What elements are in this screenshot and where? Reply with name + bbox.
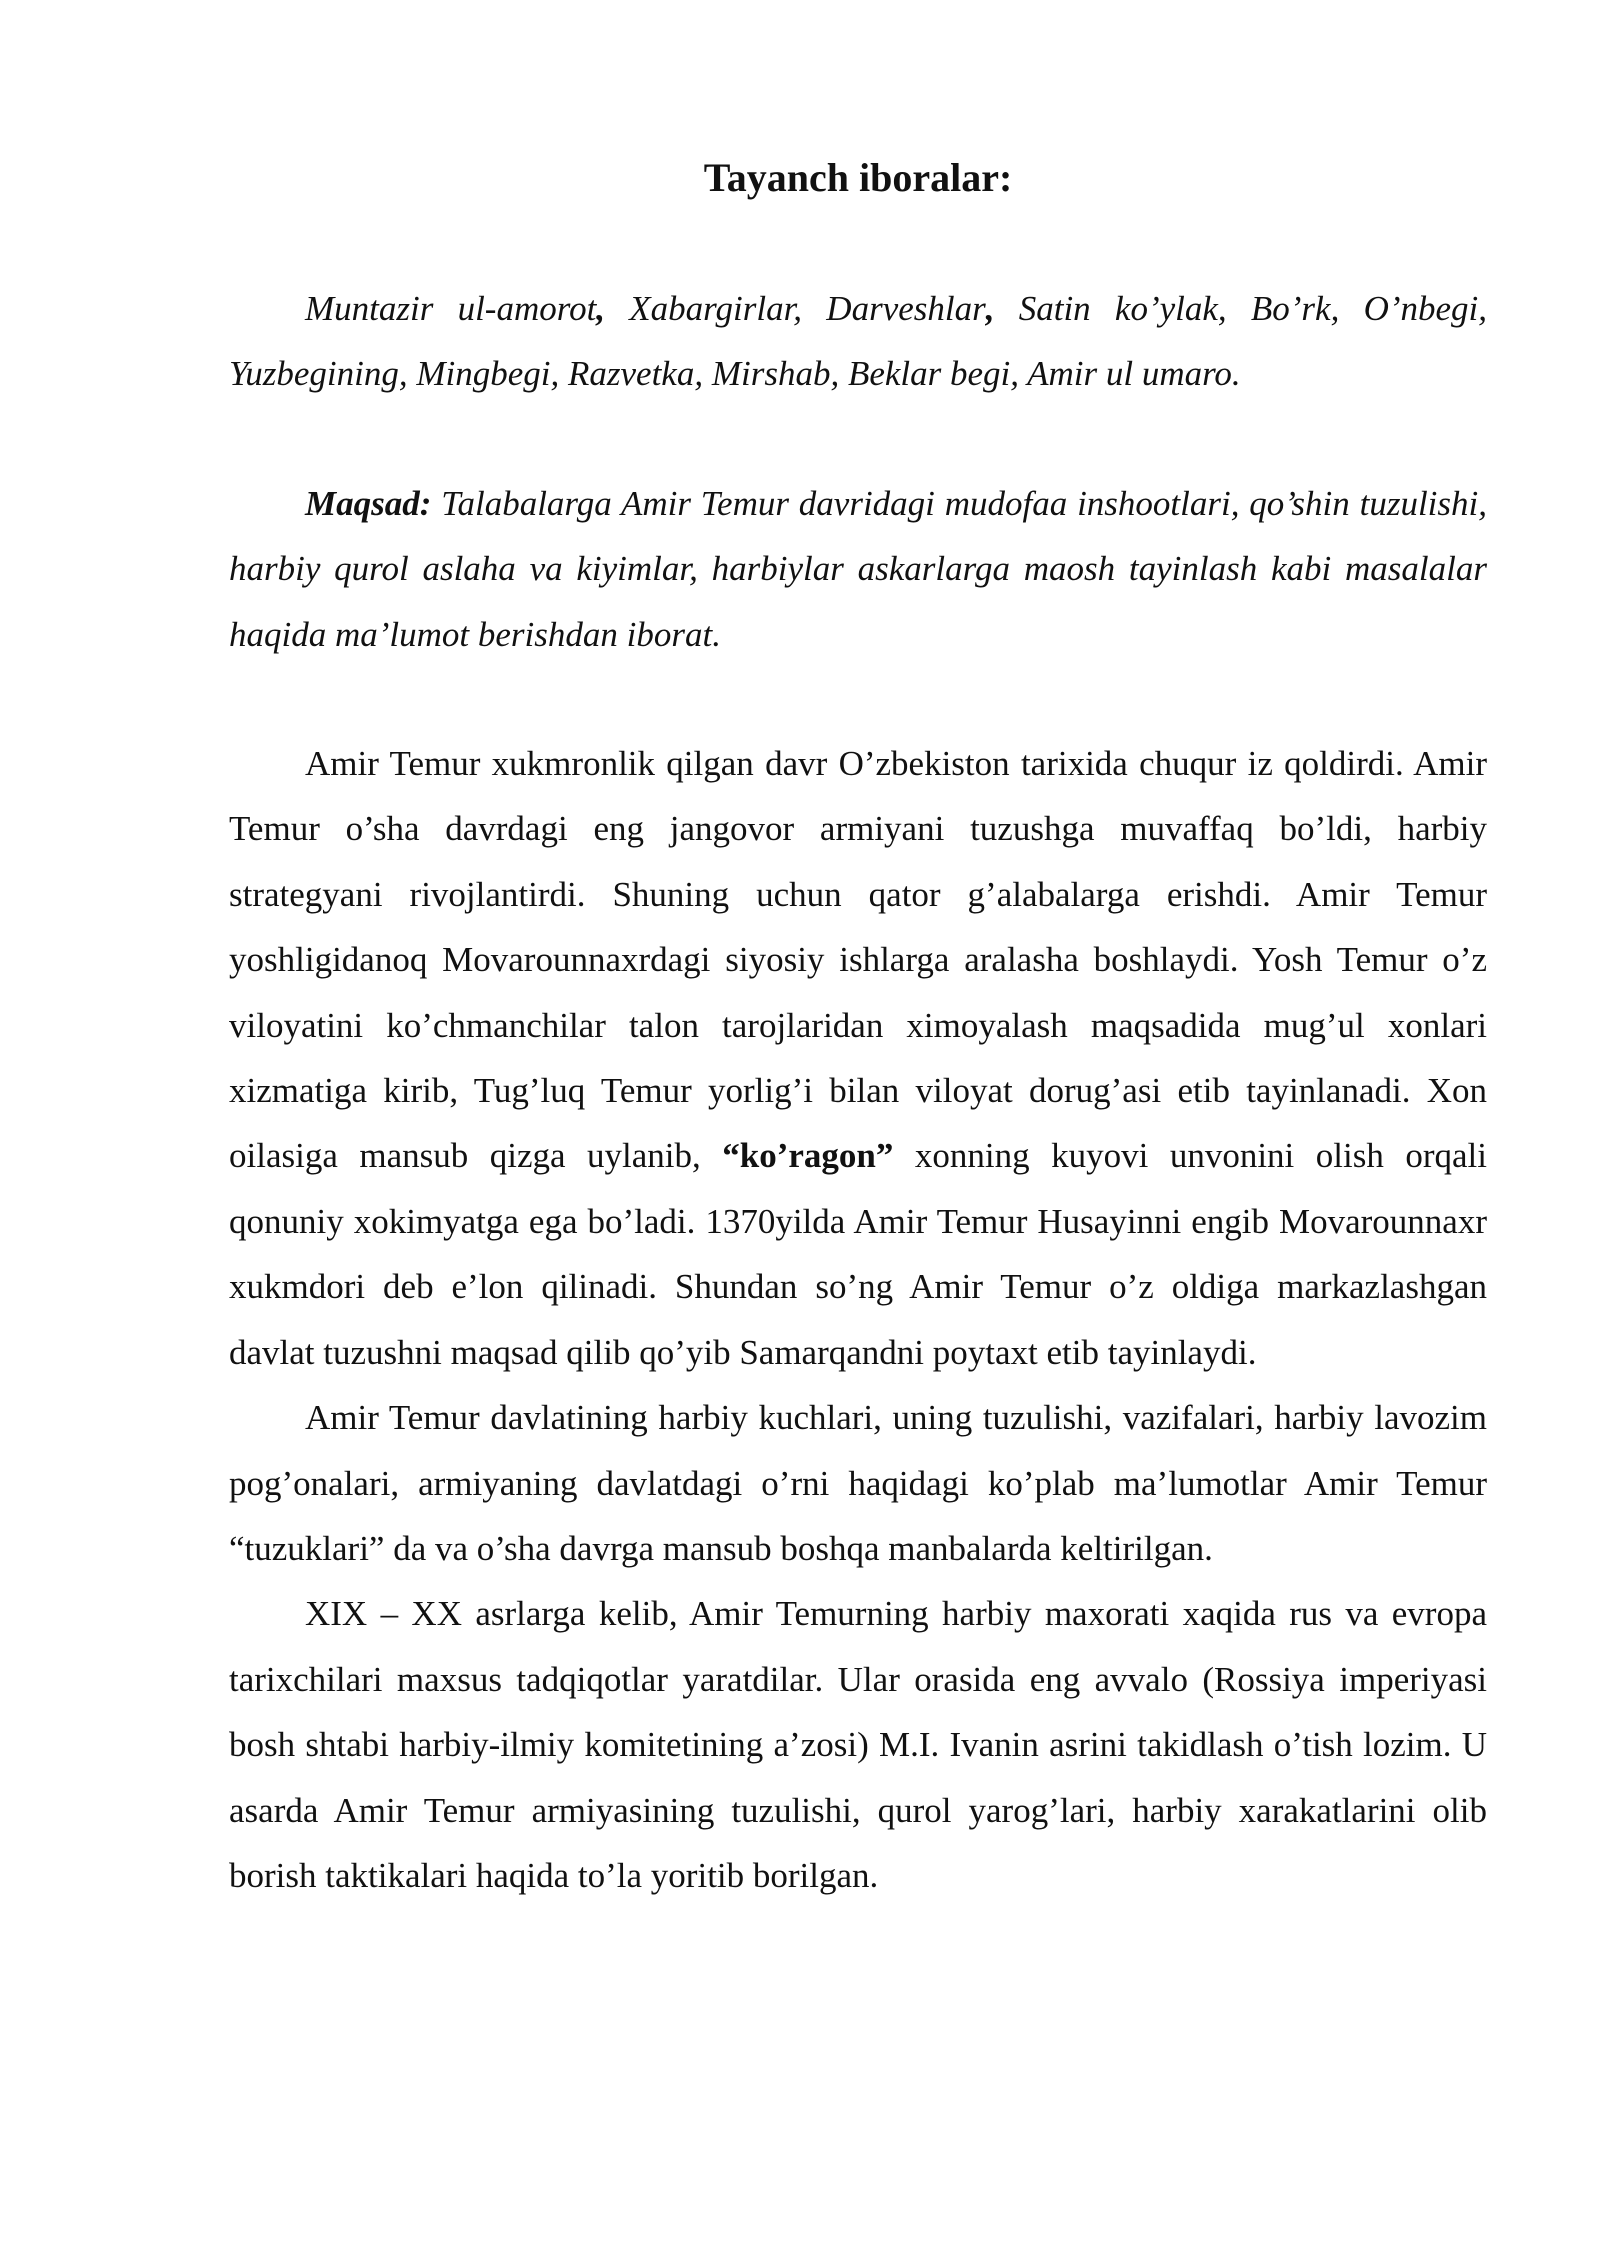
keyword-separator: , [596,289,630,328]
keyword-muntazir: Muntazir ul-amorot [305,289,597,328]
goal-text: Talabalarga Amir Temur davridagi mudofaa inshootlari, qo’shin tuzulishi, harbiy qurol aslaha va kiyimlar, harbiylar askarlarga maosh tayinlash kabi masalalar haqida ma’lumot berishdan iborat. [229,483,1487,654]
goal-paragraph [229,471,1487,667]
body-paragraph-2: Amir Temur davlatining harbiy kuchlari, uning tuzulishi, vazifalari, harbiy lavozim pog’onalari, armiyaning davlatdagi o’rni haqidagi ko’plab ma’lumotlar Amir Temur “tuzuklari” da va o’sha davrga mansub boshqa manbalarda keltirilgan. [229,1398,1487,1568]
page-title: Tayanch iboralar: [703,155,1013,200]
body-paragraph-1 [229,731,1487,1385]
body-paragraph-3: XIX – XX asrlarga kelib, Amir Temurning harbiy maxorati xaqida rus va evropa tarixchilari maxsus tadqiqotlar yaratdilar. Ular orasida eng avvalo (Rossiya imperiyasi bosh shtabi harbiy-ilmiy komitetining a’zosi) M.I. Ivanin asrini takidlash o’tish lozim. U asarda Amir Temur armiyasining tuzulishi, qurol yarog’lari, harbiy xarakatlarini olib borish taktikalari haqida to’la yoritib borilgan. [229,1594,1487,1895]
body-paragraph-1-rest: xonning kuyovi unvonini olish orqali qonuniy xokimyatga ega bo’ladi. 1370yilda Amir Temur Husayinni engib Movarounnaxr xukmdori deb e’lon qilinadi. Shundan so’ng Amir Temur o’z oldiga markazlashgan davlat tuzushni maqsad qilib qo’yib Samarqandni poytaxt etib tayinlaydi. [229,1136,1487,1372]
document-page [229,150,1487,1908]
keyword-rest: Satin ko’ylak, Bo’rk, O’nbegi, Yuzbegining, Mingbegi, Razvetka, Mirshab, Beklar begi, Amir ul umaro. [229,289,1488,394]
goal-label: Maqsad: [305,483,432,523]
keyword-separator: , [985,289,1019,328]
keyword-xabargirlar: Xabargirlar, Darveshlar [629,289,986,328]
body-paragraph-1-text: Amir Temur xukmronlik qilgan davr O’zbekiston tarixida chuqur iz qoldirdi. Amir Temur o’sha davrdagi eng jangovor armiyani tuzushga muvaffaq bo’ldi, harbiy strategyani rivojlantirdi. Shuning uchun qator g’alabalarga erishdi. Amir Temur yoshligidanoq Movarounnaxrdagi siyosiy ishlarga aralasha boshlaydi. Yosh Temur o’z viloyatini ko’chmanchilar talon tarojlaridan ximoyalash maqsadida mug’ul xonlari xizmatiga kirib, Tug’luq Temur yorlig’i bilan viloyat dorug’asi etib tayinlanadi. Xon oilasiga mansub qizga uylanib, [229,744,1487,1176]
koragon-term: “ko’ragon” [722,1136,894,1176]
keywords-paragraph [229,276,1487,407]
